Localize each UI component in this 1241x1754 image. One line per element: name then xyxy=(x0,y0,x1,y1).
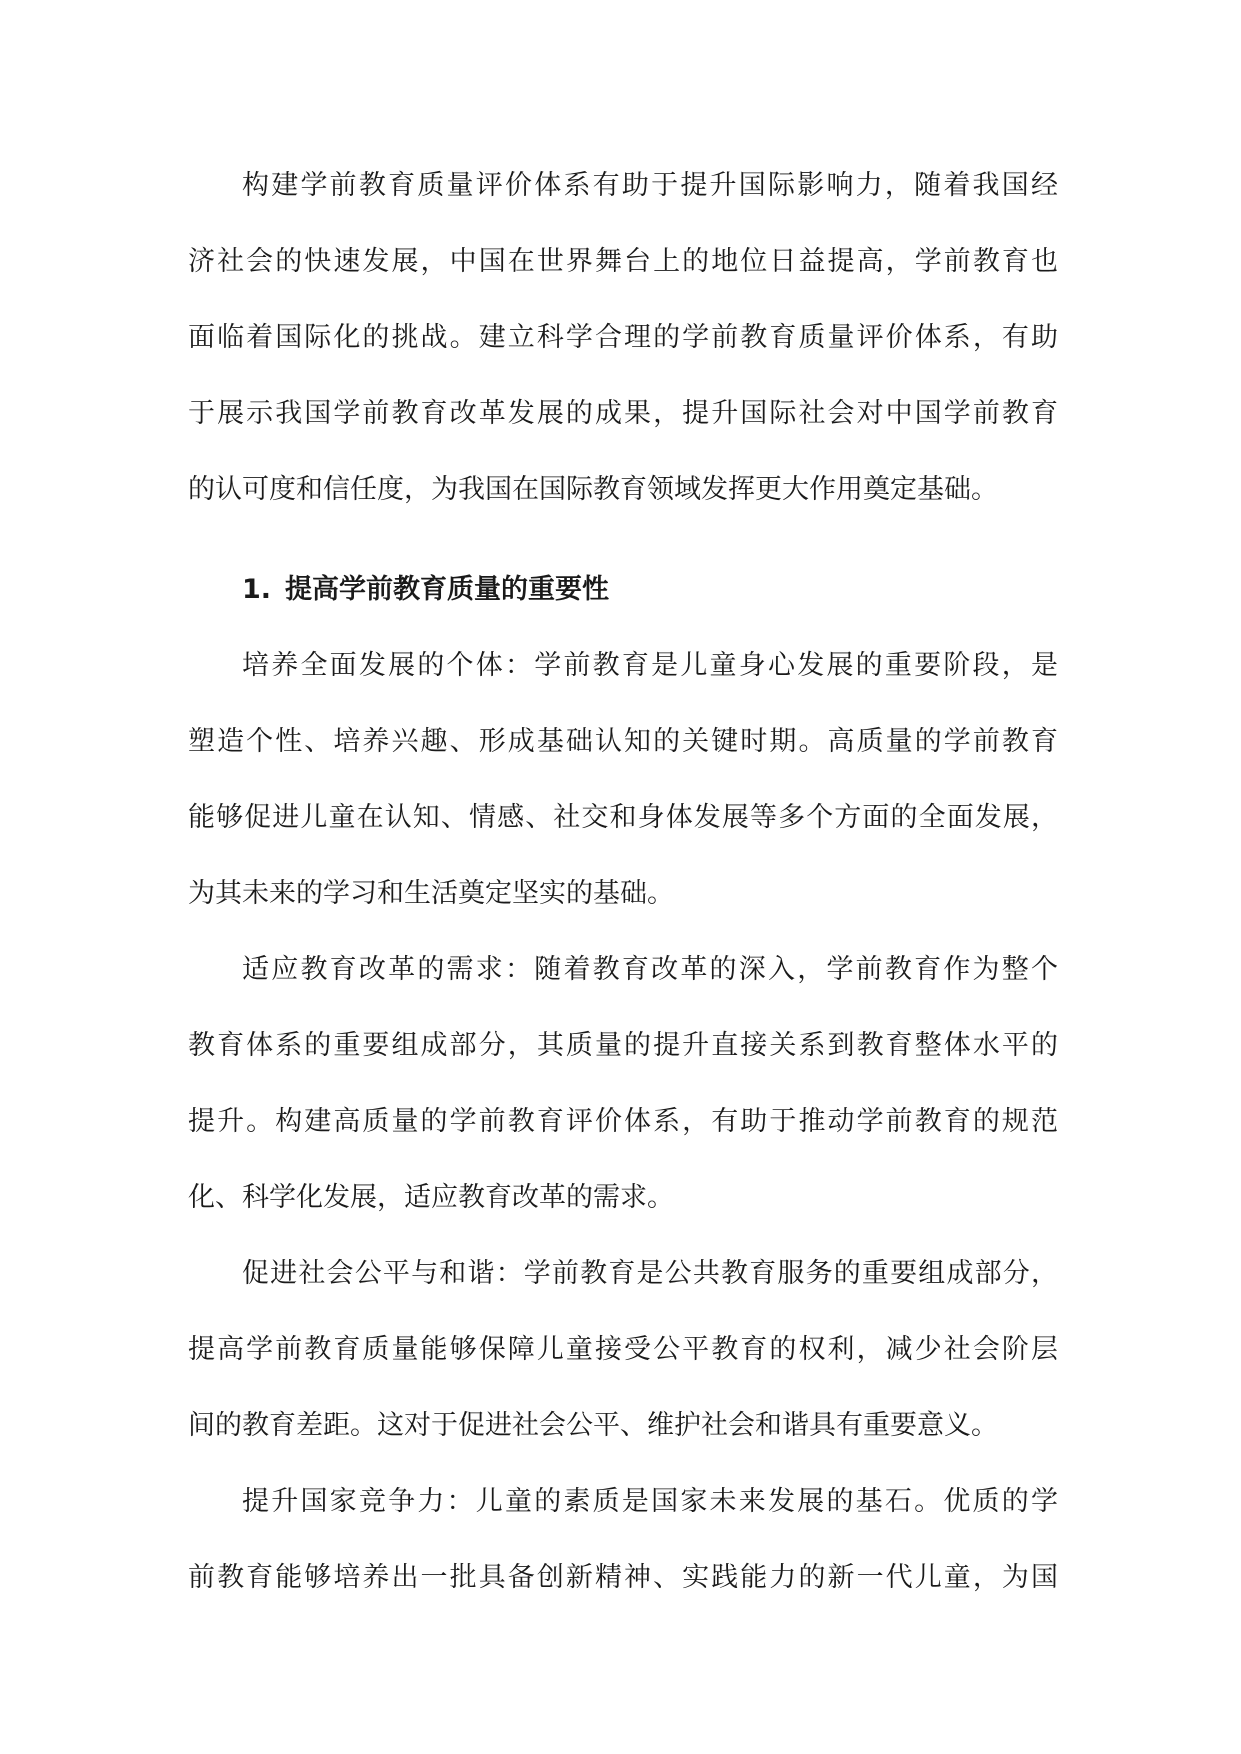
paragraph-line: 提升国家竞争力：儿童的素质是国家未来发展的基石。优质的学 xyxy=(242,1486,1058,1517)
paragraph-line: 济社会的快速发展，中国在世界舞台上的地位日益提高，学前教育也 xyxy=(188,246,1058,277)
paragraph-intro xyxy=(188,148,1058,528)
paragraph-social-equity xyxy=(188,1236,1058,1464)
paragraph-line: 适应教育改革的需求：随着教育改革的深入，学前教育作为整个 xyxy=(242,954,1058,985)
paragraph-line: 教育体系的重要组成部分，其质量的提升直接关系到教育整体水平的 xyxy=(188,1030,1058,1061)
paragraph-line: 间的教育差距。这对于促进社会公平、维护社会和谐具有重要意义。 xyxy=(188,1410,998,1441)
paragraph-comprehensive-development xyxy=(188,628,1058,932)
paragraph-line: 提高学前教育质量能够保障儿童接受公平教育的权利，减少社会阶层 xyxy=(188,1334,1058,1365)
paragraph-line: 前教育能够培养出一批具备创新精神、实践能力的新一代儿童，为国 xyxy=(188,1562,1058,1593)
paragraph-national-competitiveness xyxy=(188,1464,1058,1616)
heading-number: 1. xyxy=(242,574,272,605)
paragraph-line: 提升。构建高质量的学前教育评价体系，有助于推动学前教育的规范 xyxy=(188,1106,1058,1137)
paragraph-line: 能够促进儿童在认知、情感、社交和身体发展等多个方面的全面发展， xyxy=(188,802,1058,833)
paragraph-line: 促进社会公平与和谐：学前教育是公共教育服务的重要组成部分， xyxy=(242,1258,1058,1289)
section-heading xyxy=(188,552,1058,628)
heading-text: 提高学前教育质量的重要性 xyxy=(285,574,610,605)
paragraph-line: 化、科学化发展，适应教育改革的需求。 xyxy=(188,1182,674,1213)
paragraph-line: 为其未来的学习和生活奠定坚实的基础。 xyxy=(188,878,674,909)
paragraph-line: 于展示我国学前教育改革发展的成果，提升国际社会对中国学前教育 xyxy=(188,398,1058,429)
paragraph-line: 培养全面发展的个体：学前教育是儿童身心发展的重要阶段，是 xyxy=(242,650,1058,681)
paragraph-line: 的认可度和信任度，为我国在国际教育领域发挥更大作用奠定基础。 xyxy=(188,474,998,505)
paragraph-line: 塑造个性、培养兴趣、形成基础认知的关键时期。高质量的学前教育 xyxy=(188,726,1058,757)
paragraph-line: 面临着国际化的挑战。建立科学合理的学前教育质量评价体系，有助 xyxy=(188,322,1058,353)
document-body xyxy=(188,148,1058,1616)
paragraph-education-reform xyxy=(188,932,1058,1236)
paragraph-line: 构建学前教育质量评价体系有助于提升国际影响力，随着我国经 xyxy=(242,170,1058,201)
